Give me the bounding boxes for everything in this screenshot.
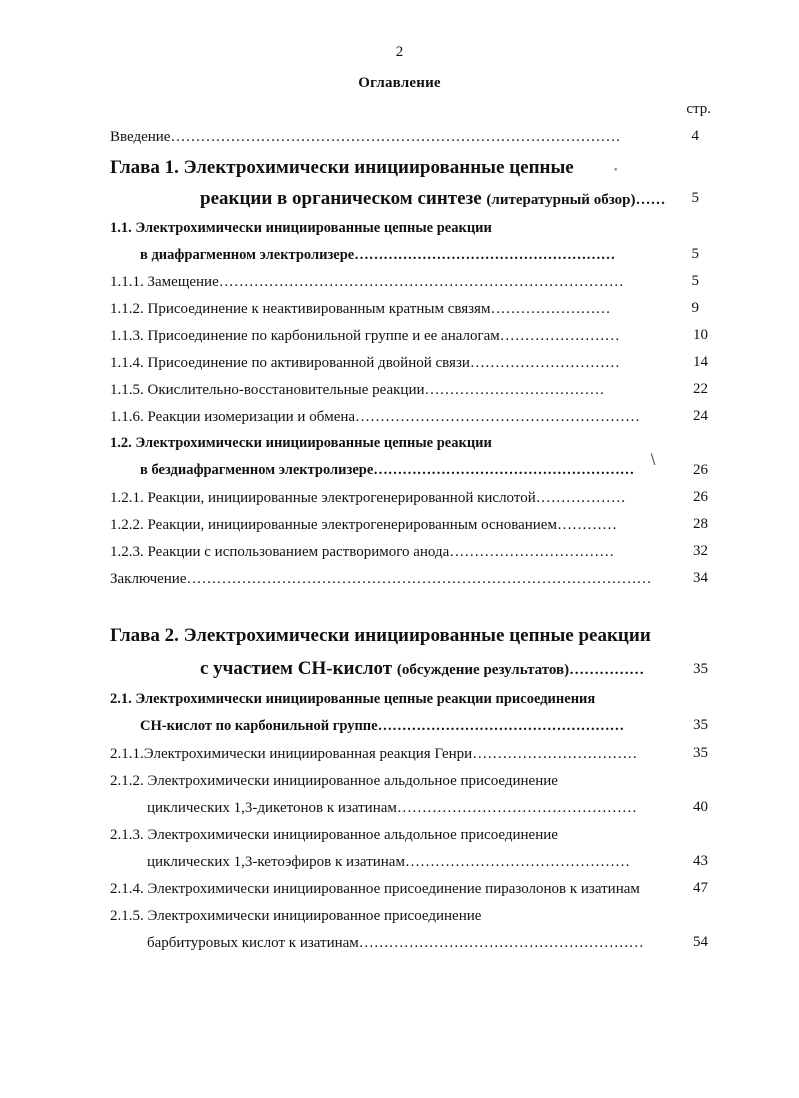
toc-page-number: 35 — [693, 745, 708, 761]
toc-page-number: 40 — [693, 799, 708, 815]
toc-page-number: 24 — [693, 408, 708, 424]
toc-page-number: 32 — [693, 543, 708, 559]
toc-entry-2-1-5-continuation[interactable] — [147, 934, 644, 952]
toc-page-number: 35 — [693, 661, 708, 677]
toc-entry-text: 2.1.3. Электрохимически инициированное альдольное присоединение — [110, 827, 558, 843]
toc-entry-1-1-1[interactable] — [110, 273, 624, 291]
toc-entry-text: 2.1. Электрохимически инициированные цепные реакции присоединения — [110, 691, 596, 707]
toc-entry-2-1-3-continuation[interactable] — [147, 853, 630, 871]
toc-chapter-2-heading[interactable] — [110, 625, 651, 647]
toc-entry-text: 2.1.2. Электрохимически инициированное альдольное присоединение — [110, 773, 558, 789]
toc-entry-text: в диафрагменном электролизере……………………………………………… — [140, 247, 616, 263]
toc-chapter-2-subtitle[interactable] — [200, 658, 644, 681]
toc-page-number: 47 — [693, 880, 708, 896]
toc-page-number: 5 — [691, 273, 699, 289]
toc-entry-text: 1.1.3. Присоединение по карбонильной группе и ее аналогам…………………… — [110, 328, 620, 344]
toc-page-number: 10 — [693, 327, 708, 343]
page-number: 2 — [395, 44, 404, 60]
toc-page-number: 43 — [693, 853, 708, 869]
toc-section-1-1-subtitle[interactable] — [140, 246, 615, 264]
toc-entry-text: в бездиафрагменном электролизере……………………………………………… — [140, 462, 635, 478]
toc-chapter-1-subtitle[interactable] — [200, 188, 665, 211]
toc-entry-1-1-3[interactable] — [110, 327, 620, 345]
toc-entry-1-1-2[interactable] — [110, 300, 610, 318]
toc-entry-1-1-5[interactable] — [110, 381, 605, 399]
toc-entry-2-1-2[interactable] — [110, 772, 558, 790]
toc-entry-text: Глава 2. Электрохимически инициированные цепные реакции — [110, 625, 651, 646]
toc-page-number: 22 — [693, 381, 708, 397]
toc-section-1-1-heading[interactable] — [110, 219, 492, 237]
toc-entry-text: 1.1.6. Реакции изомеризации и обмена………………………………………………… — [110, 409, 641, 425]
toc-section-2-1-heading[interactable] — [110, 690, 595, 708]
toc-page-number: 28 — [693, 516, 708, 532]
toc-entry-text: реакции в органическом синтезе — [200, 188, 482, 209]
toc-entry-text: 2.1.4. Электрохимически инициированное присоединение пиразолонов к изатинам — [110, 881, 640, 897]
toc-title: Оглавление — [358, 75, 441, 91]
toc-entry-text: циклических 1,3-дикетонов к изатинам………………………………………… — [147, 800, 637, 816]
toc-page-number: 54 — [693, 934, 708, 950]
toc-page-number: 14 — [693, 354, 708, 370]
toc-entry-2-1-4[interactable] — [110, 880, 640, 898]
toc-entry-text: 1.1.5. Окислительно-восстановительные реакции……………………………… — [110, 382, 605, 398]
toc-chapter-1-heading[interactable] — [110, 157, 574, 179]
toc-entry-text: СН-кислот по карбонильной группе…………………………………………… — [140, 718, 625, 734]
toc-entry-text: 2.1.5. Электрохимически инициированное присоединение — [110, 908, 482, 924]
toc-page-number: 5 — [691, 190, 699, 206]
toc-entry-text: 1.1. Электрохимически инициированные цепные реакции — [110, 220, 492, 236]
toc-entry-text: Глава 1. Электрохимически инициированные цепные — [110, 157, 574, 178]
toc-entry-text: 1.2.3. Реакции с использованием растворимого анода…………………………… — [110, 544, 615, 560]
toc-entry-text: 1.1.1. Замещение……………………………………………………………………… — [110, 274, 624, 290]
page-column-label: стр. — [686, 101, 711, 117]
toc-page-number: 35 — [693, 717, 708, 733]
toc-entry-2-1-5[interactable] — [110, 907, 481, 925]
toc-entry-text: с участием СН-кислот — [200, 658, 393, 679]
toc-entry-text: 1.1.4. Присоединение по активированной двойной связи………………………… — [110, 355, 620, 371]
toc-entry-introduction[interactable] — [110, 128, 620, 146]
toc-entry-note: (литературный обзор)…… — [486, 192, 666, 208]
toc-entry-text: 2.1.1.Электрохимически инициированная реакция Генри…………………………… — [110, 746, 638, 762]
toc-entry-1-2-2[interactable] — [110, 516, 617, 534]
toc-entry-text: 1.2.2. Реакции, инициированные электрогенерированным основанием………… — [110, 517, 617, 533]
toc-page-number: 4 — [691, 128, 699, 144]
toc-entry-2-1-3[interactable] — [110, 826, 558, 844]
toc-entry-text: барбитуровых кислот к изатинам………………………………………………… — [147, 935, 644, 951]
toc-entry-text: 1.1.2. Присоединение к неактивированным кратным связям…………………… — [110, 301, 611, 317]
toc-entry-text: 1.2. Электрохимически инициированные цепные реакции — [110, 435, 492, 451]
toc-page-number: 34 — [693, 570, 708, 586]
toc-section-2-1-subtitle[interactable] — [140, 717, 624, 735]
toc-entry-text: 1.2.1. Реакции, инициированные электрогенерированной кислотой……………… — [110, 490, 626, 506]
toc-page-number: 5 — [691, 246, 699, 262]
toc-entry-text: Введение……………………………………………………………………………… — [110, 129, 621, 145]
toc-page-number: 26 — [693, 462, 708, 478]
toc-entry-conclusion[interactable] — [110, 570, 652, 588]
toc-section-1-2-heading[interactable] — [110, 434, 492, 452]
toc-entry-1-1-4[interactable] — [110, 354, 620, 372]
toc-entry-2-1-2-continuation[interactable] — [147, 799, 637, 817]
speck-mark: ∖ — [648, 453, 657, 468]
toc-entry-1-2-1[interactable] — [110, 489, 626, 507]
toc-entry-text: циклических 1,3-кетоэфиров к изатинам……………………………………… — [147, 854, 630, 870]
toc-page-number: 26 — [693, 489, 708, 505]
toc-entry-2-1-1[interactable] — [110, 745, 637, 763]
speck-mark: • — [614, 165, 618, 176]
toc-page-number: 9 — [691, 300, 699, 316]
toc-section-1-2-subtitle[interactable] — [140, 461, 634, 479]
toc-entry-text: Заключение………………………………………………………………………………… — [110, 571, 652, 587]
toc-entry-1-1-6[interactable] — [110, 408, 640, 426]
toc-entry-note: (обсуждение результатов)…………… — [396, 662, 645, 678]
toc-entry-1-2-3[interactable] — [110, 543, 614, 561]
